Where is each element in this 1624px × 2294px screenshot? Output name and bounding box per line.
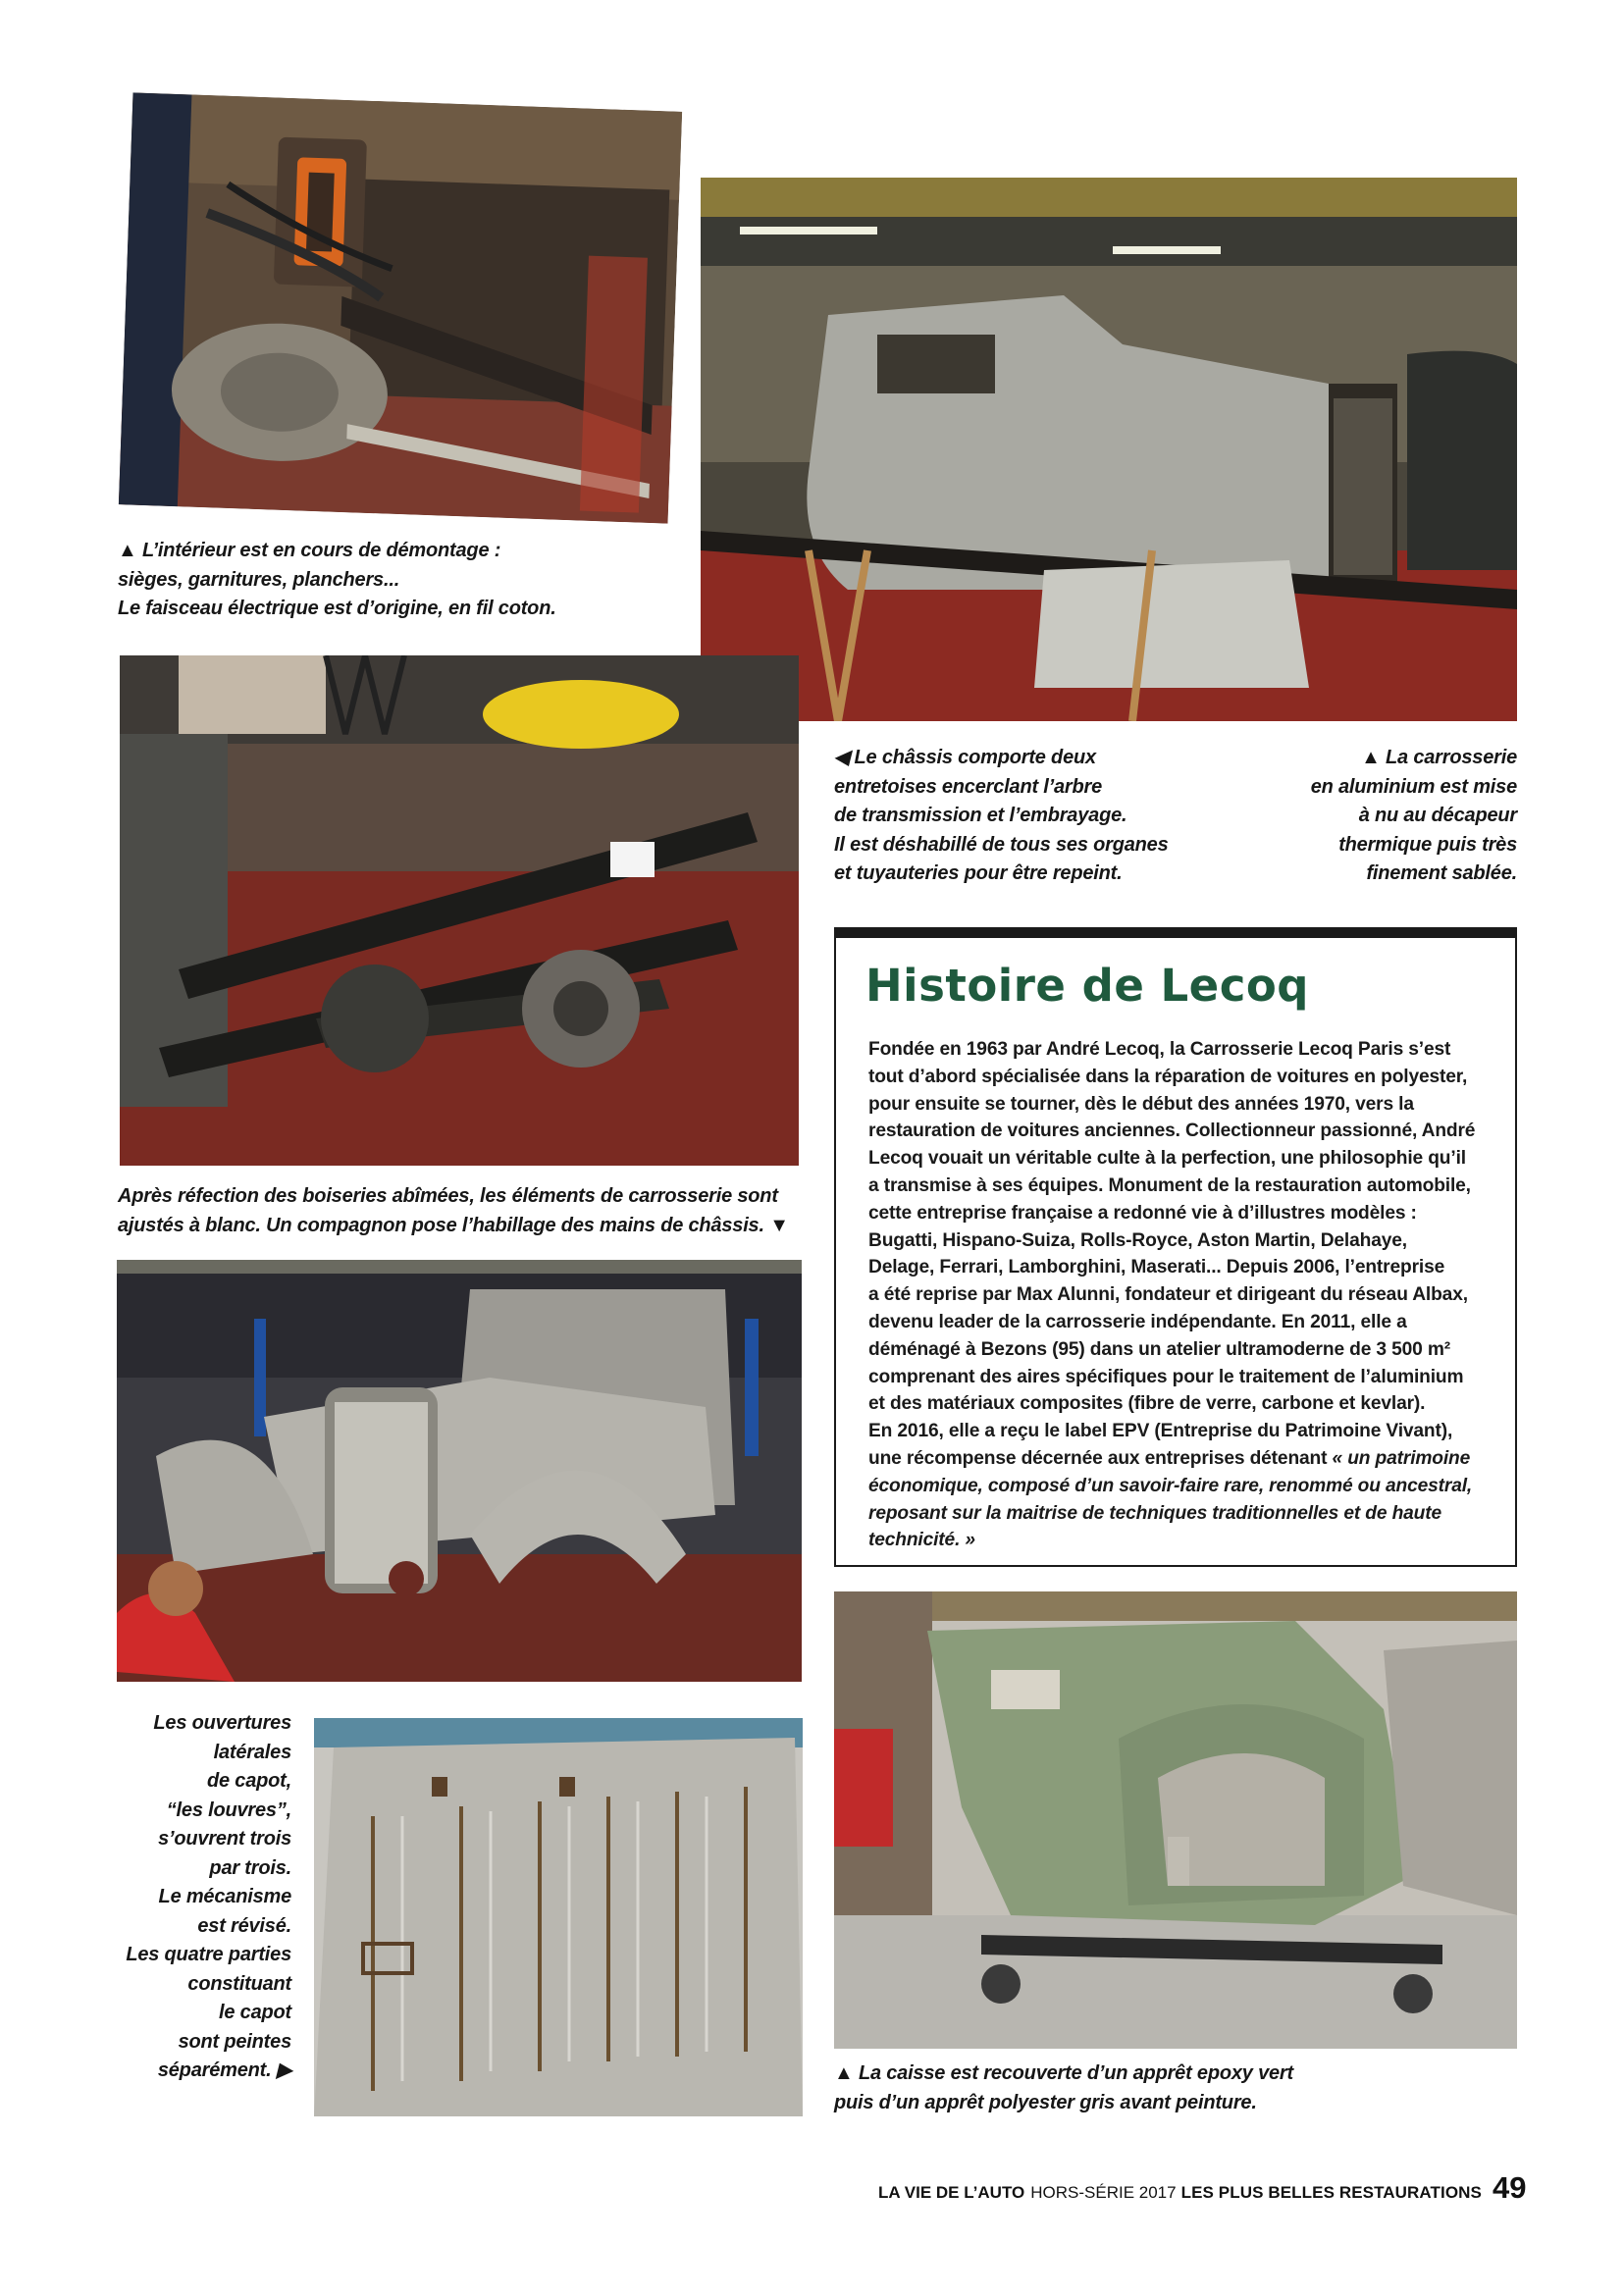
sidebar-quote-line: économique, composé d’un savoir-faire rare, renommé ou ancestral, [868,1475,1473,1496]
sidebar-line: comprenant des aires spécifiques pour le traitement de l’aluminium [868,1366,1464,1387]
caption-line: à nu au décapeur [1358,805,1517,826]
sidebar-line: En 2016, elle a reçu le label EPV (Entreprise du Patrimoine Vivant), [868,1421,1453,1442]
photo-chassis [120,655,799,1166]
sidebar-line [868,1445,1496,1473]
caption-line: latérales [213,1741,291,1763]
caption-line: séparément. ▶ [157,2059,291,2081]
caption-line: entretoises encerclant l’arbre [834,775,1103,798]
page-footer [878,2183,1482,2203]
sidebar-line: Delage, Ferrari, Lamborghini, Maserati... Depuis 2006, l’entreprise [868,1257,1445,1278]
sidebar-line: Fondée en 1963 par André Lecoq, la Carrosserie Lecoq Paris s’est [868,1039,1451,1060]
caption-louvres [98,1709,291,2086]
photo-bodywork-fitting [117,1260,802,1682]
caption-line: de capot, [207,1770,291,1792]
caption-line: finement sablée. [1366,862,1517,884]
sidebar-line: Bugatti, Hispano-Suiza, Rolls-Royce, Aston Martin, Delahaye, [868,1229,1407,1251]
sidebar-line: a été reprise par Max Alunni, fondateur et dirigeant du réseau Albax, [868,1284,1468,1306]
photo-primer-body [834,1591,1517,2049]
page-number: 49 [1493,2170,1527,2205]
sidebar-quote: « un patrimoine [1332,1447,1471,1469]
caption-line: ajustés à blanc. Un compagnon pose l’habillage des mains de châssis. ▼ [118,1214,789,1236]
caption-line: en aluminium est mise [1310,775,1517,798]
caption-chassis [834,744,1169,889]
sidebar-quote-line: reposant sur la maitrise de techniques traditionnelles et de haute [868,1502,1442,1524]
caption-line: est révisé. [197,1914,291,1937]
caption-line: Il est déshabillé de tous ses organes [834,833,1169,856]
sidebar-line: restauration de voitures anciennes. Collectionneur passionné, André [868,1121,1476,1142]
sidebar-line: a transmise à ses équipes. Monument de la restauration automobile, [868,1174,1471,1196]
caption-line: s’ouvrent trois [158,1828,291,1850]
sidebar-line: cette entreprise française a redonné vie à d’illustres modèles : [868,1202,1417,1224]
caption-line: ◀ Le châssis comporte deux [834,747,1096,768]
caption-line: thermique puis très [1338,833,1517,856]
caption-line: ▲ La caisse est recouverte d’un apprêt epoxy vert [834,2062,1293,2084]
photo-hood-louvres [314,1718,803,2116]
sidebar-line: devenu leader de la carrosserie indépendante. En 2011, elle a [868,1311,1407,1332]
caption-line: Le mécanisme [158,1886,291,1907]
caption-line: et tuyauteries pour être repeint. [834,862,1123,884]
sidebar-title: Histoire de Lecoq [865,960,1309,1012]
footer-section: LES PLUS BELLES RESTAURATIONS [1180,2183,1482,2202]
caption-primer [834,2059,1293,2117]
caption-line: Le faisceau électrique est d’origine, en fil coton. [118,598,556,619]
caption-woodwork [118,1182,789,1240]
footer-issue: HORS-SÉRIE 2017 [1030,2183,1177,2202]
caption-line: ▲ La carrosserie [1361,747,1517,768]
photo-aluminium-body [701,178,1517,721]
sidebar-body [868,1036,1496,1554]
caption-line: “les louvres”, [166,1799,291,1821]
caption-line: puis d’un apprêt polyester gris avant peinture. [834,2091,1257,2113]
sidebar-histoire-lecoq [834,927,1517,1567]
caption-line: le capot [219,2002,291,2023]
caption-body-aluminium [1276,744,1517,889]
caption-line: sont peintes [178,2030,291,2053]
sidebar-text: une récompense décernée aux entreprises détenant [868,1447,1333,1469]
sidebar-line: Lecoq vouait un véritable culte à la perfection, une philosophie qu’il [868,1148,1466,1170]
caption-line: Les quatre parties [126,1944,291,1965]
caption-line: par trois. [209,1856,291,1879]
caption-interior [118,537,556,624]
sidebar-quote-line: technicité. » [868,1530,975,1551]
sidebar-line: pour ensuite se tourner, dès le début des années 1970, vers la [868,1093,1414,1115]
caption-line: sièges, garnitures, planchers... [118,568,400,591]
photo-interior-dismantling [119,92,682,523]
footer-magazine: LA VIE DE L’AUTO [878,2183,1025,2202]
caption-line: Les ouvertures [153,1712,291,1734]
caption-line: ▲ L’intérieur est en cours de démontage : [118,540,501,561]
caption-line: Après réfection des boiseries abîmées, les éléments de carrosserie sont [118,1185,778,1207]
sidebar-line: tout d’abord spécialisée dans la réparation de voitures en polyester, [868,1066,1468,1087]
sidebar-line: déménagé à Bezons (95) dans un atelier ultramoderne de 3 500 m² [868,1338,1451,1360]
caption-line: constituant [187,1972,291,1995]
caption-line: de transmission et l’embrayage. [834,805,1127,826]
sidebar-line: et des matériaux composites (fibre de verre, carbone et kevlar). [868,1393,1426,1415]
